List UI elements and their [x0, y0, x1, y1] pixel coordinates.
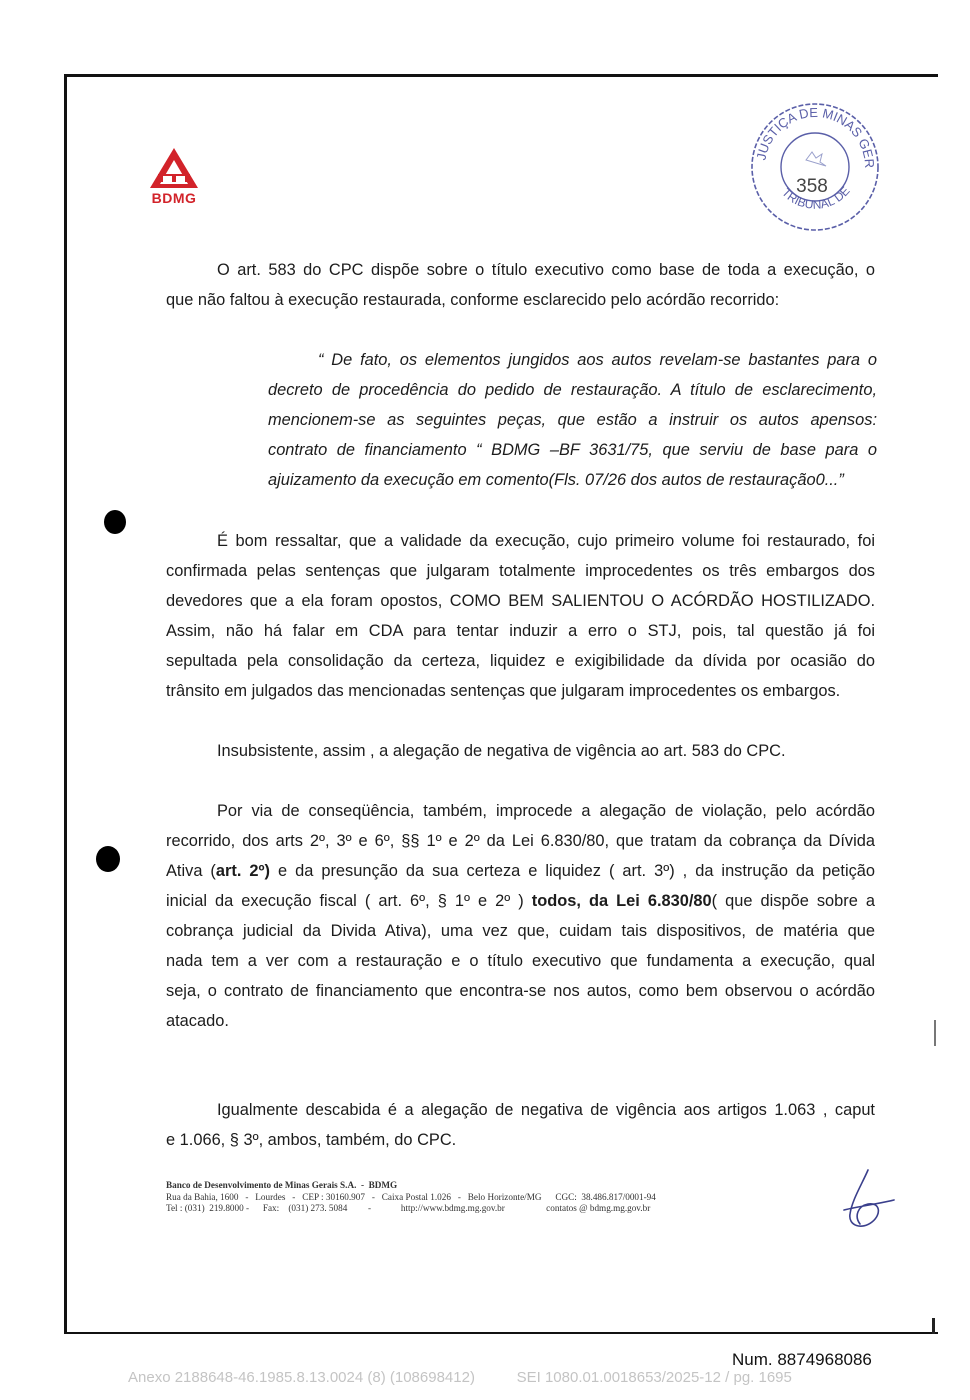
text-line: seja, o contrato de financiamento que encontra-se nos autos, como bem observou o acórdão — [166, 982, 875, 1000]
paragraph-1 — [166, 255, 875, 315]
text-line: trânsito em julgados das mencionadas sentenças que julgaram improcedentes os embargos. — [166, 682, 841, 700]
text-line: confirmada pelas sentenças que julgaram totalmente improcedentes os três embargos dos — [166, 562, 875, 580]
paragraph-2 — [166, 526, 875, 706]
text-line: e 1.066, § 3º, ambos, também, do CPC. — [166, 1131, 457, 1149]
handwritten-signature — [838, 1166, 898, 1232]
text-line: “ De fato, os elementos jungidos aos autos revelam-se bastantes para o — [318, 351, 877, 369]
text-line: mencionem-se as seguintes peças, que estão a instruir os autos apensos: — [268, 411, 877, 429]
logo-text: BDMG — [151, 190, 197, 206]
seal-top-text: JUSTIÇA DE MINAS GER — [753, 104, 878, 169]
text-run: e da presunção da sua certeza e liquidez ( art. 3º) , da instrução da petição — [269, 862, 876, 880]
text-line: Por via de conseqüência, também, improcede a alegação de violação, pelo acórdão — [217, 802, 875, 820]
scan-mark — [934, 1020, 936, 1046]
scan-border-bottom — [64, 1332, 938, 1334]
seal-number: 358 — [796, 176, 828, 197]
text-run: Ativa ( — [166, 862, 216, 880]
text-line — [166, 856, 875, 886]
seal-stamp — [748, 100, 882, 234]
scan-border-top — [64, 74, 938, 77]
seal-bottom-text: TRIBUNAL DE — [779, 183, 853, 212]
quoted-excerpt — [268, 345, 877, 495]
text-line: cobrança judicial da Divida Ativa), uma vez que, cuidam tais dispositivos, de matéria que — [166, 922, 875, 940]
paragraph-4 — [166, 796, 875, 1036]
text-run: inicial da execução fiscal ( art. 6º, § 1º e 2º ) — [166, 892, 532, 910]
bdmg-logo-mark — [146, 146, 202, 190]
footer-company: Banco de Desenvolvimento de Minas Gerais S.A. - BDMG — [166, 1180, 398, 1190]
document-number: Num. 8874968086 — [732, 1350, 872, 1369]
text-line: O art. 583 do CPC dispõe sobre o título executivo como base de toda a execução, o — [217, 261, 875, 279]
text-line — [166, 886, 875, 916]
text-line: atacado. — [166, 1012, 229, 1030]
text-line: sepultada pela consolidação da certeza, liquidez e exigibilidade da dívida por ocasião do — [166, 652, 875, 670]
text-line: ajuizamento da execução em comento(Fls. 07/26 dos autos de restauração0...” — [268, 471, 844, 489]
bdmg-logo — [146, 146, 202, 210]
text-line: Igualmente descabida é a alegação de negativa de vigência aos artigos 1.063 , caput — [217, 1101, 875, 1119]
bold-run: todos, da Lei 6.830/80 — [531, 892, 712, 910]
scan-border-left — [64, 74, 67, 1334]
svg-text:JUSTIÇA DE MINAS GERAIS — [748, 100, 877, 169]
punch-hole — [96, 846, 120, 872]
text-line: É bom ressaltar, que a validade da execução, cujo primeiro volume foi restaurado, foi — [217, 532, 875, 550]
text-line: contrato de financiamento “ BDMG –BF 3631/75, que serviu de base para o — [268, 441, 877, 459]
punch-hole — [104, 510, 126, 534]
scan-mark — [932, 1318, 935, 1334]
annex-reference: Anexo 2188648-46.1985.8.13.0024 (8) (108698412) SEI 1080.01.0018653/2025-12 / pg. 1695 — [128, 1369, 792, 1386]
text-line: nada tem a ver com a restauração e o título executivo que fundamenta a execução, qual — [166, 952, 875, 970]
text-run: ( que dispõe sobre a — [711, 892, 875, 910]
footer-address: Rua da Bahia, 1600 - Lourdes - CEP : 30160.907 - Caixa Postal 1.026 - Belo Horizonte/MG CGC: 38.486.817/0001-94 — [166, 1191, 656, 1202]
paragraph-5 — [166, 1095, 875, 1155]
signature-mark — [838, 1166, 898, 1232]
text-line: Insubsistente, assim , a alegação de negativa de vigência ao art. 583 do CPC. — [217, 742, 786, 760]
paragraph-3 — [166, 736, 875, 766]
text-line: Assim, não há falar em CDA para tentar induzir a erro o STJ, pois, tal questão já foi — [166, 622, 875, 640]
text-line: devedores que a ela foram opostos, COMO BEM SALIENTOU O ACÓRDÃO HOSTILIZADO. — [166, 592, 875, 610]
court-seal — [748, 100, 882, 234]
text-line: decreto de procedência do pedido de restauração. A título de esclarecimento, — [268, 381, 877, 399]
letterhead-footer — [166, 1180, 656, 1215]
bold-run: art. 2º) — [215, 862, 270, 880]
footer-contacts: Tel : (031) 219.8000 - Fax: (031) 273. 5084 - http://www.bdmg.mg.gov.br contatos @ bdmg.mg.gov.br — [166, 1203, 651, 1214]
text-line: que não faltou à execução restaurada, conforme esclarecido pelo acórdão recorrido: — [166, 291, 780, 309]
text-line: recorrido, dos arts 2º, 3º e 6º, §§ 1º e 2º da Lei 6.830/80, que tratam da cobrança da Dívida — [166, 832, 875, 850]
